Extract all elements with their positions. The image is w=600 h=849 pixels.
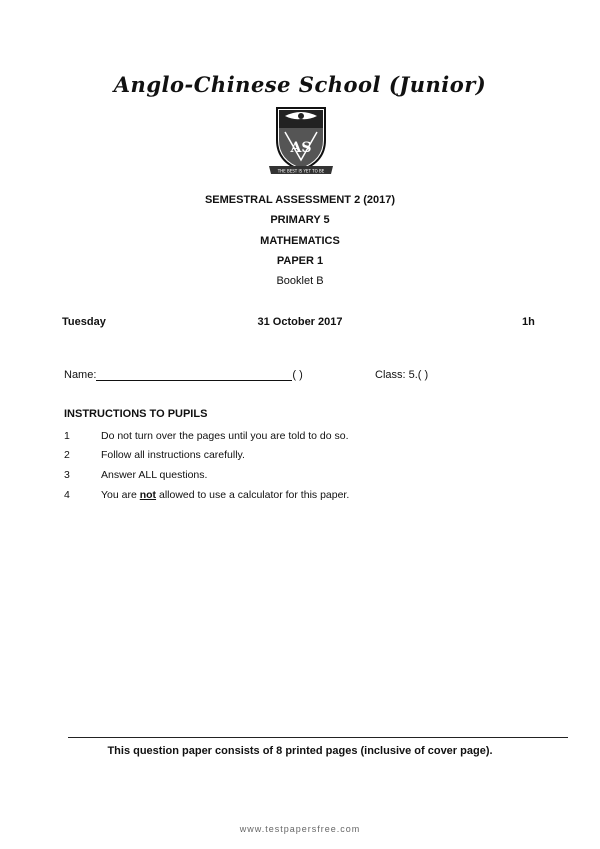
page-count-note: This question paper consists of 8 printed pages (inclusive of cover page). xyxy=(107,745,493,757)
exam-day: Tuesday xyxy=(62,316,106,328)
index-number-field[interactable]: ( ) xyxy=(292,369,303,381)
level-title: PRIMARY 5 xyxy=(270,214,330,226)
emphasis-not: not xyxy=(139,489,157,501)
assessment-title: SEMESTRAL ASSESSMENT 2 (2017) xyxy=(204,194,396,206)
paper-title: PAPER 1 xyxy=(276,255,324,267)
booklet-title: Booklet B xyxy=(276,275,324,287)
school-crest-logo xyxy=(265,104,337,176)
class-field[interactable]: Class: 5.( ) xyxy=(375,369,429,381)
svg-text:AS: AS xyxy=(290,140,312,156)
instruction-item: 3 Answer ALL questions. xyxy=(64,469,208,481)
crest-motto: THE BEST IS YET TO BE xyxy=(277,168,325,174)
footer-divider xyxy=(68,737,568,738)
instruction-item: 1 Do not turn over the pages until you are told to do so. xyxy=(64,430,349,442)
exam-duration: 1h xyxy=(522,316,535,328)
watermark: www.testpapersfree.com xyxy=(239,824,361,834)
name-line[interactable] xyxy=(96,369,292,381)
school-name: Anglo-Chinese School (Junior) xyxy=(113,72,487,97)
instruction-item: 4 You are not allowed to use a calculator for this paper. xyxy=(64,489,350,501)
subject-title: MATHEMATICS xyxy=(260,235,340,247)
exam-date: 31 October 2017 xyxy=(257,316,343,328)
instructions-heading: INSTRUCTIONS TO PUPILS xyxy=(64,408,208,420)
name-field[interactable] xyxy=(64,369,303,381)
instruction-item: 2 Follow all instructions carefully. xyxy=(64,449,245,461)
name-label: Name: xyxy=(64,369,97,381)
